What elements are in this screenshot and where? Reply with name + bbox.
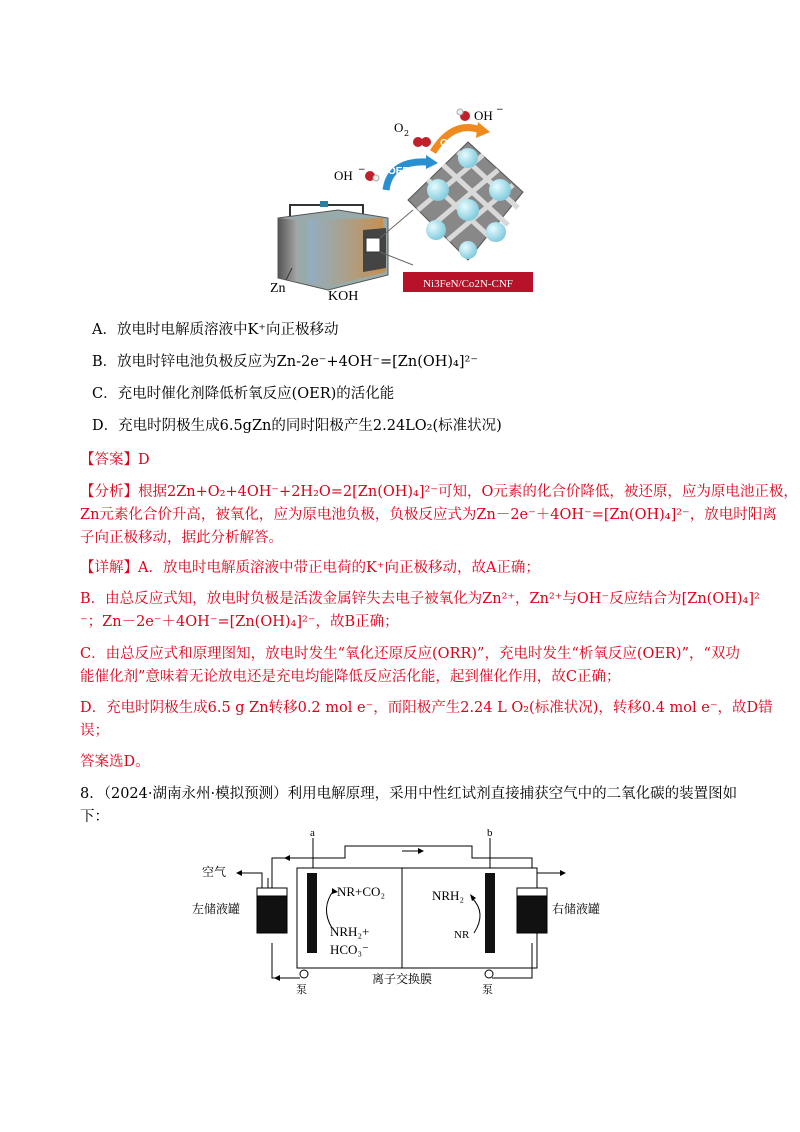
right-tank-label: 右储液罐 xyxy=(552,902,601,916)
left-reactant-2-label: HCO₃⁻ xyxy=(330,942,369,957)
koh-label: KOH xyxy=(328,289,359,304)
o2-label: O xyxy=(394,120,404,135)
detail-a: 【详解】A．放电时电解质溶液中带正电荷的K⁺向正极移动，故A正确； xyxy=(80,560,540,576)
option-d: D．充电时阴极生成6.5gZn的同时阳极产生2.24LO₂(标准状况) xyxy=(92,418,502,434)
answer: 【答案】D xyxy=(80,452,150,468)
option-b: B．放电时锌电池负极反应为Zn-2e⁻+4OH⁻=[Zn(OH)₄]²⁻ xyxy=(92,354,478,370)
oh-top-label: OH xyxy=(474,108,493,123)
detail-d-line-1: D．充电时阴极生成6.5 g Zn转移0.2 mol e⁻，而阳极产生2.24 L O₂(标准状况)，转移0.4 mol e⁻，故D错 xyxy=(80,700,773,716)
pump-right-label: 泵 xyxy=(482,984,493,996)
left-reactant-1-label: NRH₂+ xyxy=(330,924,370,939)
analysis-line-2: Zn元素化合价升高，被氧化，应为原电池负极，负极反应式为Zn－2e⁻＋4OH⁻=[Zn(OH)₄]²⁻，放电时阳离 xyxy=(80,507,777,523)
analysis-line-1: 【分析】根据2Zn+O₂+4OH⁻+2H₂O=2[Zn(OH)₄]²⁻可知，O元素的化合价降低，被还原，应为原电池正极， xyxy=(80,484,798,500)
detail-final: 答案选D。 xyxy=(80,754,150,770)
electrode-a-label: a xyxy=(310,827,315,839)
detail-b-line-1: B．由总反应式知，放电时负极是活泼金属锌失去电子被氧化为Zn²⁺，Zn²⁺与OH⁻反应结合为[Zn(OH)₄]² xyxy=(80,591,760,607)
svg-text:−: − xyxy=(496,105,504,115)
air-label: 空气 xyxy=(202,865,227,879)
battery-catalyst-figure xyxy=(268,100,543,304)
pump-left-label: 泵 xyxy=(296,984,307,996)
oh-left-label: OH xyxy=(334,168,353,183)
catalyst-label: Ni3FeN/Co2N-CNF xyxy=(423,278,513,290)
left-product-label: NR+CO₂ xyxy=(337,884,385,899)
oer-label: OER xyxy=(388,166,410,177)
option-a: A．放电时电解质溶液中K⁺向正极移动 xyxy=(92,322,339,338)
detail-c-line-1: C．由总反应式和原理图知，放电时发生“氧化还原反应(ORR)”，充电时发生“析氧反应(OER)”，“双功 xyxy=(80,646,740,662)
electrode-b-label: b xyxy=(487,827,493,839)
option-c: C．充电时催化剂降低析氧反应(OER)的活化能 xyxy=(92,386,395,402)
question-8-line-2: 下： xyxy=(80,809,109,825)
left-tank-label: 左储液罐 xyxy=(192,902,241,916)
membrane-label: 离子交换膜 xyxy=(372,972,433,986)
svg-text:−: − xyxy=(358,165,366,175)
detail-d-line-2: 误； xyxy=(80,723,109,739)
orr-label: ORR xyxy=(440,138,463,149)
zn-label: Zn xyxy=(270,281,286,296)
svg-text:2: 2 xyxy=(404,129,410,138)
right-bottom-label: NR xyxy=(454,929,470,941)
analysis-line-3: 子向正极移动，据此分析解答。 xyxy=(80,530,283,546)
question-8-line-1: 8．（2024·湖南永州·模拟预测）利用电解原理，采用中性红试剂直接捕获空气中的二氧化碳的装置图如 xyxy=(80,786,738,802)
electrolysis-apparatus-figure xyxy=(182,827,601,1000)
detail-b-line-2: ⁻；Zn－2e⁻＋4OH⁻=[Zn(OH)₄]²⁻，故B正确； xyxy=(80,614,399,630)
detail-c-line-2: 能催化剂”意味着无论放电还是充电均能降低反应活化能，起到催化作用，故C正确； xyxy=(80,669,621,685)
right-top-label: NRH₂ xyxy=(432,888,464,903)
